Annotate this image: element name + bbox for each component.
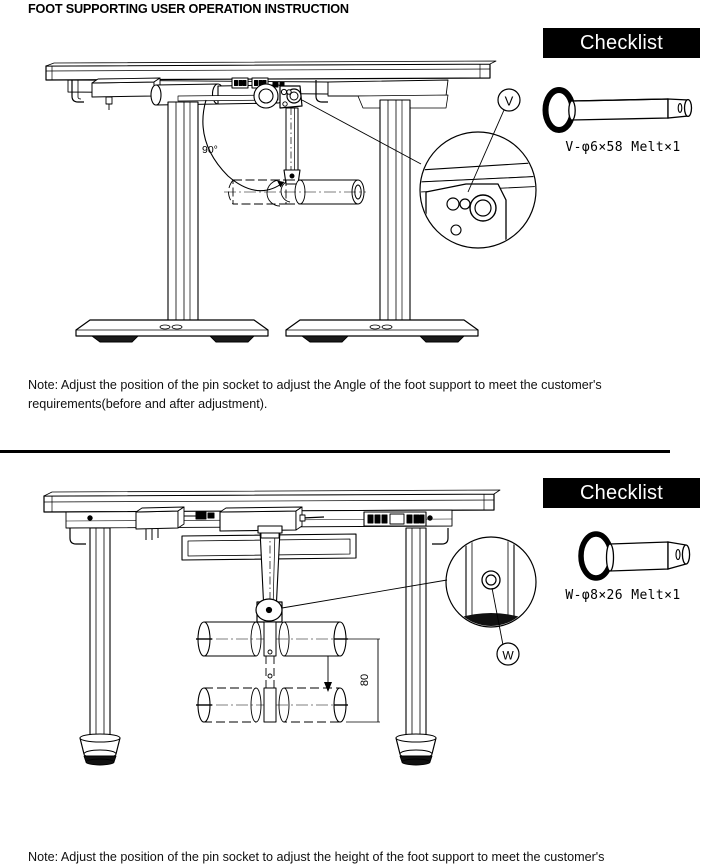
part-label-angle-pin: V-φ6×58 Melt×1 — [565, 140, 681, 155]
section-divider — [0, 450, 670, 453]
clevis-pin-with-ring-handle-short-icon — [528, 528, 718, 590]
clevis-pin-with-ring-handle-icon — [528, 82, 718, 144]
checklist-header-angle — [543, 28, 700, 58]
note-angle-adjustment: Note: Adjust the position of the pin socket to adjust the Angle of the foot support to meet the customer's requirements(before and after adjustment). — [28, 378, 602, 411]
diagram-height-adjustment — [28, 480, 548, 785]
diagram-angle-adjustment — [28, 52, 548, 352]
angle-annotation-label: 90° — [202, 144, 218, 156]
detail-callout-w-label: W — [502, 648, 514, 663]
note-height-adjustment: Note: Adjust the position of the pin socket to adjust the height of the foot support to meet the customer's — [28, 850, 605, 864]
dimension-80-label: 80 — [359, 673, 371, 687]
part-label-height-pin: W-φ8×26 Melt×1 — [565, 588, 681, 603]
detail-callout-v-label: V — [504, 93, 514, 109]
checklist-header-label: Checklist — [580, 481, 663, 504]
page-title: FOOT SUPPORTING USER OPERATION INSTRUCTION — [28, 1, 349, 16]
checklist-header-height — [543, 478, 700, 508]
checklist-header-label: Checklist — [580, 31, 663, 54]
